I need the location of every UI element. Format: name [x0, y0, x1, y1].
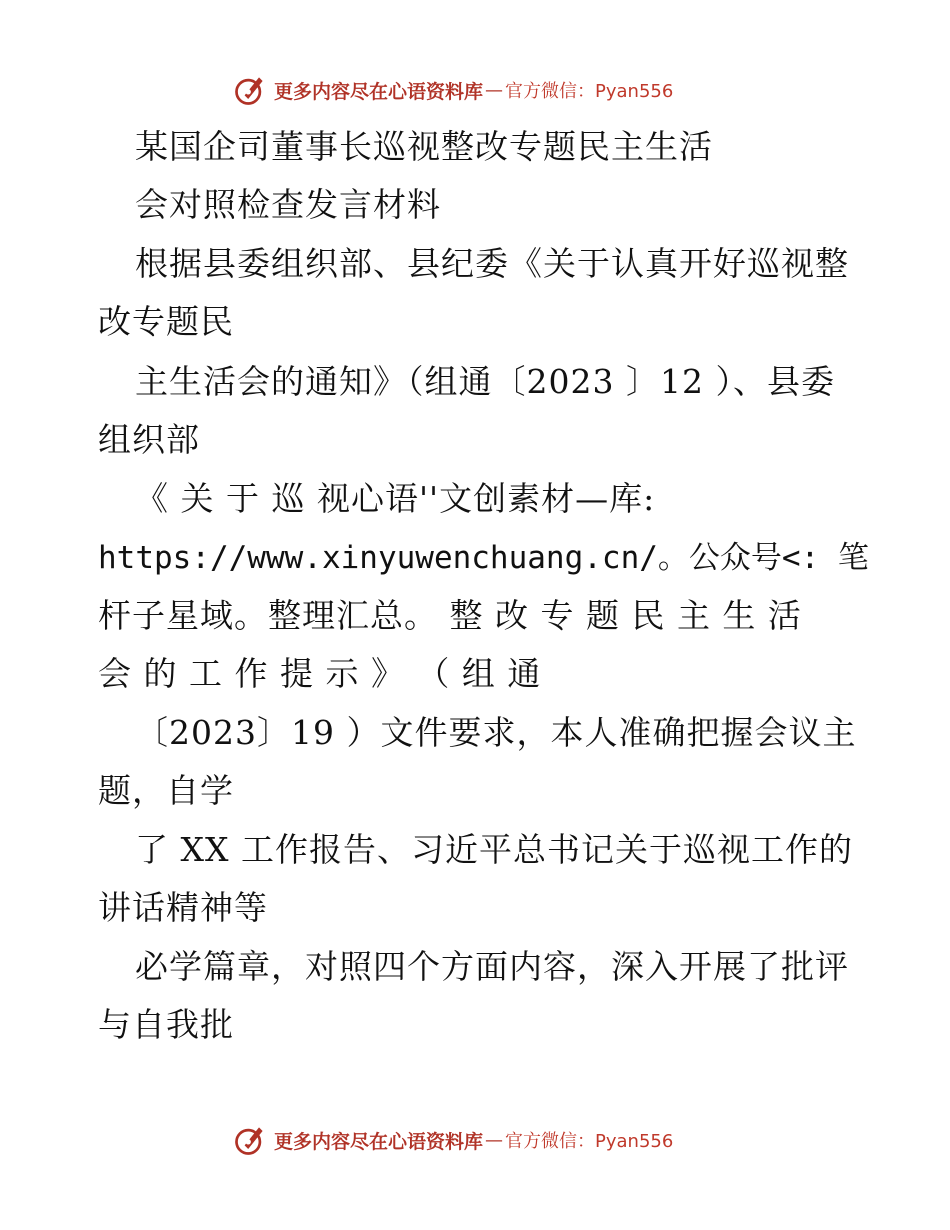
paragraph-line: 《 关 于 巡 视心语''文创素材—库:	[135, 479, 656, 518]
paragraph-line: 改专题民	[98, 302, 234, 341]
watermark-footer	[232, 1120, 673, 1160]
paragraph-line: 会 的 工 作 提 示 》 （ 组 通	[98, 654, 542, 693]
paragraph-line: 了 XX 工作报告、习近平总书记关于巡视工作的	[135, 830, 853, 869]
paragraph-line: 组织部	[98, 420, 200, 459]
paragraph-line: 讲话精神等	[98, 888, 268, 927]
watermark-dash: —	[485, 1129, 504, 1151]
paragraph-line: 与自我批	[98, 1005, 234, 1044]
title-line-1: 某国企司董事长巡视整改专题民主生活	[135, 127, 713, 166]
paragraph-line-url: https://www.xinyuwenchuang.cn/。公众号<: 笔	[98, 540, 869, 576]
watermark-main-text: 更多内容尽在心语资料库	[274, 1130, 484, 1153]
watermark-main-text: 更多内容尽在心语资料库	[274, 80, 484, 103]
paragraph-line: 主生活会的通知》（组通〔2023 〕12 ）、县委	[135, 362, 835, 401]
pen-nib-circle-logo-icon	[232, 1122, 268, 1158]
paragraph-line: 必学篇章，对照四个方面内容，深入开展了批评	[135, 947, 849, 986]
title-line-2: 会对照检查发言材料	[135, 185, 441, 224]
paragraph-line: 根据县委组织部、县纪委《关于认真开好巡视整	[135, 244, 849, 283]
paragraph-line: 题，自学	[98, 771, 234, 810]
paragraph-line: 杆子星域。整理汇总。 整 改 专 题 民 主 生 活	[98, 596, 802, 635]
paragraph-line: 〔2023〕19 ）文件要求，本人准确把握会议主	[135, 713, 857, 752]
pen-nib-circle-logo-icon	[232, 72, 268, 108]
watermark-dash: —	[485, 79, 504, 101]
watermark-header	[232, 70, 673, 110]
watermark-sub-text: 官方微信：Pyan556	[505, 81, 674, 102]
watermark-sub-text: 官方微信：Pyan556	[505, 1131, 674, 1152]
